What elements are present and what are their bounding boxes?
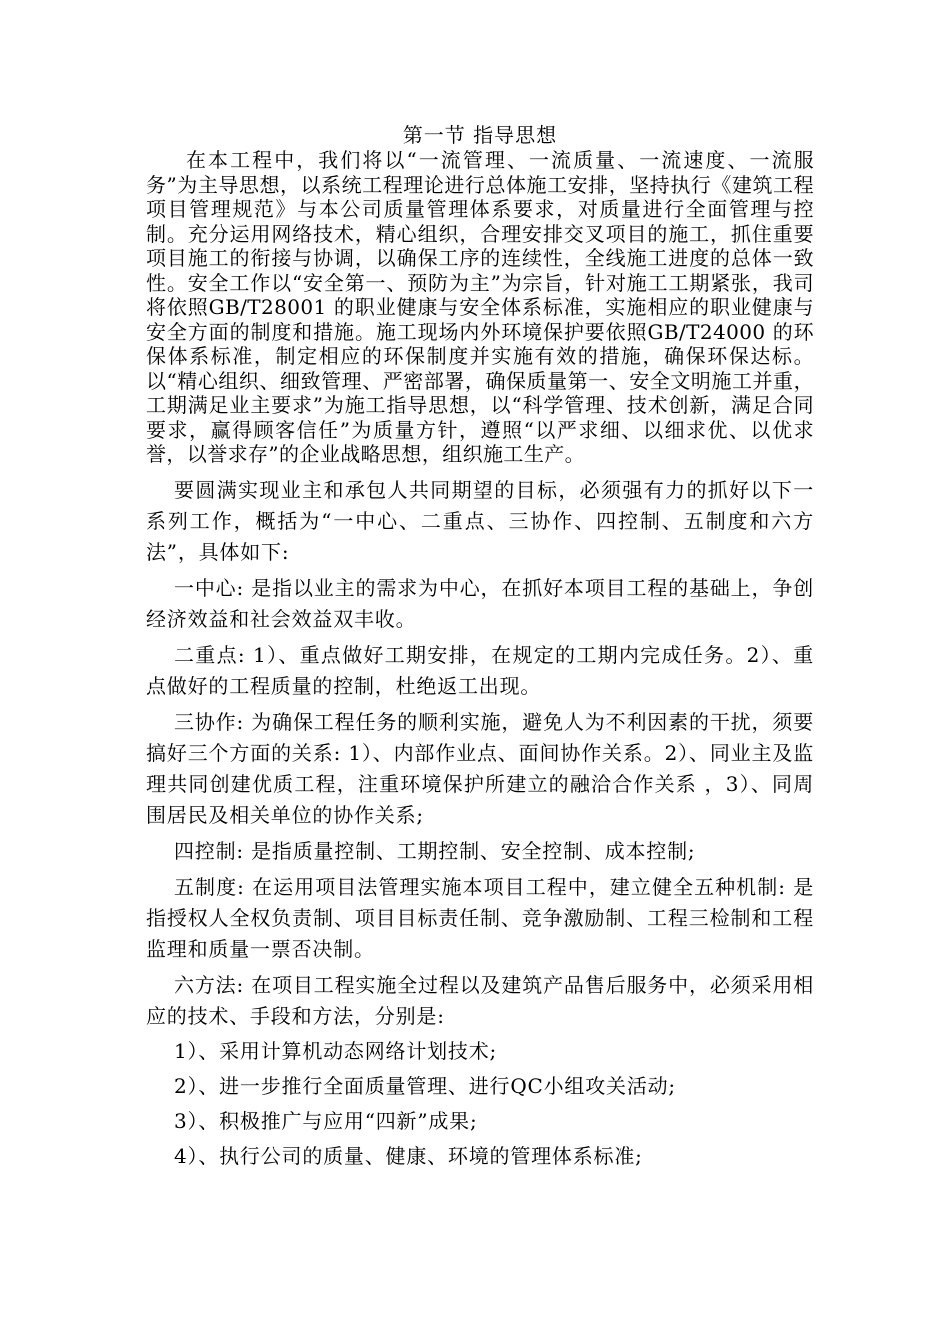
list-item: 4）、执行公司的质量、健康、环境的管理体系标准; [174,1143,643,1168]
list-item: 1）、采用计算机动态网络计划技术; [174,1038,498,1063]
goal-intro-paragraph: 要圆满实现业主和承包人共同期望的目标，必须强有力的抓好以下一系列工作，概括为“一中心、二重点、三协作、四控制、五制度和六方法”，具体如下: [146,477,814,564]
five-systems-paragraph: 五制度: 在运用项目法管理实施本项目工程中，建立健全五种机制: 是指授权人全权负责制、项目目标责任制、竞争激励制、工程三检制和工程监理和质量一票否决制。 [146,874,814,961]
guiding-thought-paragraph: 在本工程中，我们将以“一流管理、一流质量、一流速度、一流服务”为主导思想，以系统工程理论进行总体施工安排，坚持执行《建筑工程项目管理规范》与本公司质量管理体系要求，对质量进行全面管理与控制。充分运用网络技术，精心组织，合理安排交叉项目的施工，抓住重要项目施工的衔接与协调，以确保工序的连续性，全线施工进度的总体一致性。安全工作以“安全第一、预防为主”为宗旨，针对施工工期紧张，我司将依照GB/T28001 的职业健康与安全体系标准，实施相应的职业健康与安全方面的制度和措施。施工现场内外环境保护要依照GB/T24000 的环保体系标准，制定相应的环保制度并实施有效的措施，确保环保达标。以“精心组织、细致管理、严密部署，确保质量第一、安全文明施工并重，工期满足业主要求”为施工指导思想，以“科学管理、技术创新，满足合同要求，赢得顾客信任”为质量方针，遵照“以严求细、以细求优、以优求誉，以誉求存”的企业战略思想，组织施工生产。 [146,148,814,466]
six-methods-paragraph: 六方法: 在项目工程实施全过程以及建筑产品售后服务中，必须采用相应的技术、手段和方法，分别是: [146,972,814,1028]
three-cooperation-paragraph: 三协作: 为确保工程任务的顺利实施，避免人为不利因素的干扰，须要搞好三个方面的关系: 1）、内部作业点、面间协作关系。2）、同业主及监理共同创建优质工程，注重环境保护所建立的融洽合作关系 ，3）、同周围居民及相关单位的协作关系; [146,709,814,827]
list-item: 3）、积极推广与应用“四新”成果; [174,1108,478,1133]
two-key-points-paragraph: 二重点: 1）、重点做好工期安排，在规定的工期内完成任务。2）、重点做好的工程质量的控制，杜绝返工出现。 [146,642,814,698]
one-center-paragraph: 一中心: 是指以业主的需求为中心，在抓好本项目工程的基础上，争创经济效益和社会效益双丰收。 [146,575,814,631]
four-controls-paragraph: 四控制: 是指质量控制、工期控制、安全控制、成本控制; [174,838,696,863]
document-page [146,122,814,1172]
section-title: 第一节 指导思想 [402,123,558,147]
list-item: 2）、进一步推行全面质量管理、进行QC小组攻关活动; [174,1073,676,1098]
